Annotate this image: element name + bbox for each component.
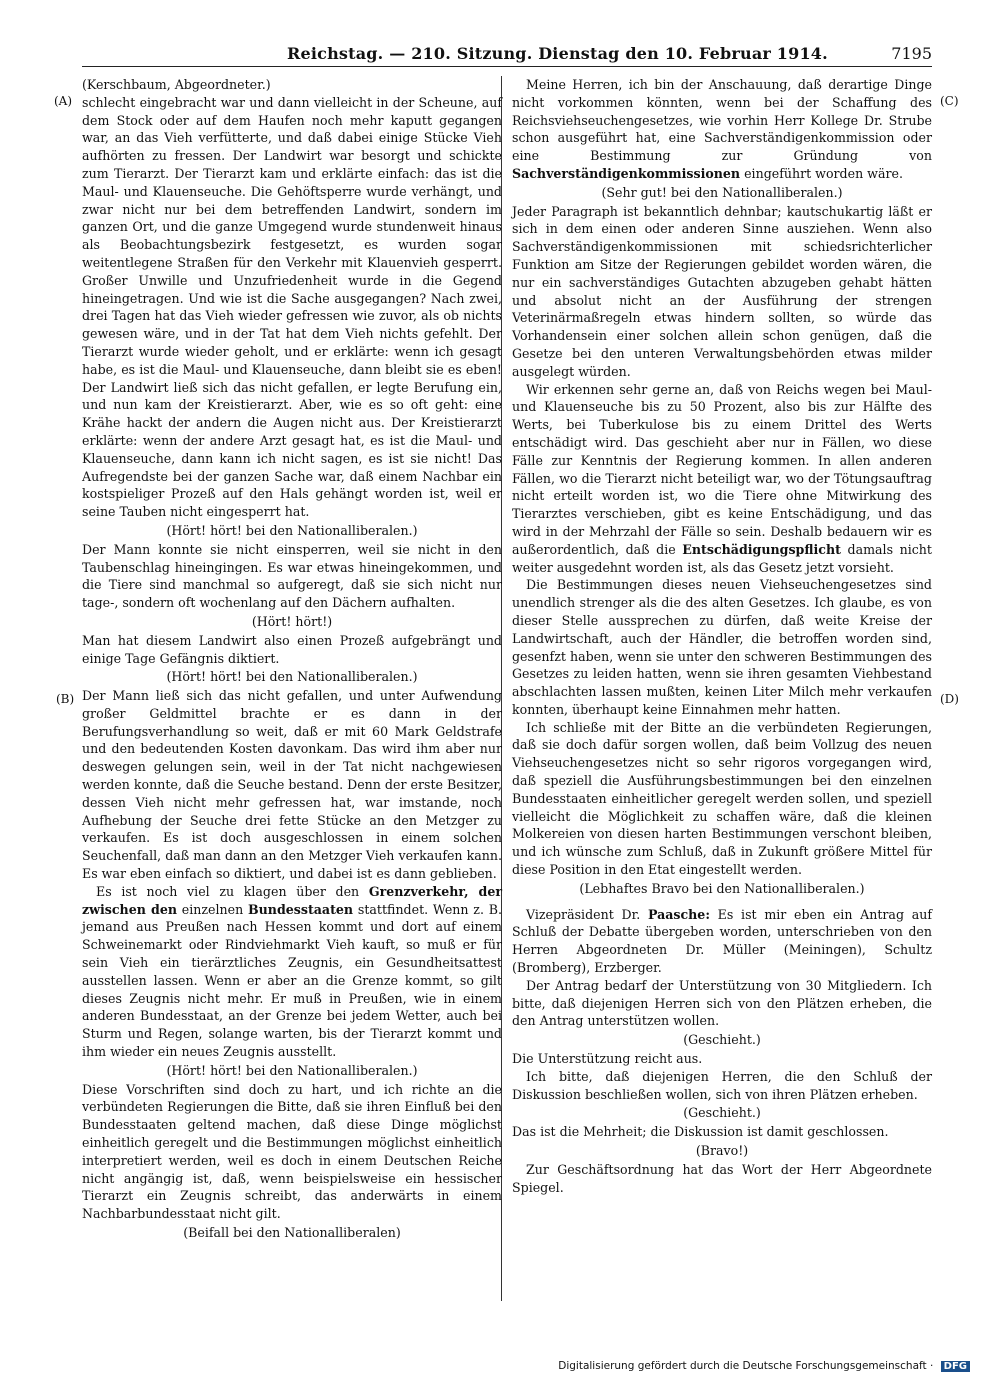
paragraph: Diese Vorschriften sind doch zu hart, und ich richte an die verbündeten Regierungen die Bitte, daß sie ihren Einfluß bei den Bundesstaaten geltend machen, daß diese Dinge möglichst einheitlich geregelt und die Bestimmungen möglichst einheitlich interpretiert werden, weil es doch in einem Deutschen Reiche nicht angängig ist, daß, wenn beispielsweise ein hessischer Tierarzt ein Zeugnis schreibt, das anderwärts in einem Nachbarbundesstaat nicht gilt. xyxy=(82,1081,502,1222)
margin-marker-c: (C) xyxy=(940,94,959,108)
interjection: (Geschieht.) xyxy=(683,1105,761,1121)
paragraph: Ich schließe mit der Bitte an die verbündeten Regierungen, daß sie doch dafür sorgen wollen, daß beim Vollzug des neuen Viehseuchengesetzes nicht so sehr rigoros vorgegangen wird, daß speziell die Ausführungsbestimmungen bei den einzelnen Bundesstaaten einheitlicher geregelt werden sollen, und speziell vielleicht die Möglichkeit zu schaffen wäre, daß die kleinen Molkereien von diesen harten Bestimmungen verschont bleiben, und ich wünsche zum Schluß, daß in Zukunft größere Mittel für diese Position in den Etat eingestellt werden. xyxy=(512,719,932,878)
left-column xyxy=(82,76,502,1243)
speaker-name: Paasche: xyxy=(647,906,710,922)
emphasis: Grenzverkehr, der zwischen den xyxy=(82,883,503,917)
page-header xyxy=(82,44,932,68)
footer-text: Digitalisierung gefördert durch die Deutsche Forschungsgemeinschaft · xyxy=(558,1360,934,1372)
paragraph: schlecht eingebracht war und dann vielleicht in der Scheune, auf dem Stock oder auf dem Haufen noch mehr kaputt gegangen war, an das Vieh verfütterte, und daß dabei einige Stücke Vieh aufhörten zu fressen. Der Landwirt war besorgt und schickte zum Tierarzt. Der Tierarzt kam und erklärte einfach: das ist die Maul- und Klauenseuche. Die Gehöftsperre wurde verhängt, und zwar nicht nur bei dem betreffenden Landwirt, sondern im ganzen Ort, und die ganze Umgegend wurde stundenweit hinaus als Beobachtungsbezirk festgesetzt, es wurden sogar weitentlegene Straßen für den Verkehr mit Klauenvieh gesperrt. Großer Unwille und Unzufriedenheit wurde in die Gegend hineingetragen. Und wie ist die Sache ausgegangen? Nach zwei, drei Tagen hat das Vieh wieder gefressen wie zuvor, als ob nichts gewesen wäre, und in der Tat hat dem Vieh nichts gefehlt. Der Tierarzt wurde wieder geholt, und er erklärte: wenn ich gesagt habe, es ist die Maul- und Klauenseuche, dann bleibt sie es eben! Der Landwirt ließ sich das nicht gefallen, er legte Berufung ein, und nun kam der Kreistierarzt. Aber, wie es so oft geht: eine Krähe hackt der andern die Augen nicht aus. Der Kreistierarzt erklärte: wenn der andere Arzt gesagt hat, es ist die Maul- und Klauenseuche, dann kann ich nicht sagen, es ist sie nicht! Das Aufregendste bei der ganzen Sache war, daß einem Nachbar ein kostspieliger Prozeß auf den Hals gehängt worden ist, weil er seine Tauben nicht eingesperrt hat. xyxy=(82,94,502,520)
dfg-logo: DFG xyxy=(941,1361,970,1372)
interjection: (Beifall bei den Nationalliberalen) xyxy=(183,1225,401,1240)
paragraph: Der Mann ließ sich das nicht gefallen, und unter Aufwendung großer Geldmittel brachte er es dann in der Berufungsverhandlung so weit, daß er mit 60 Mark Geldstrafe und den bedeutenden Kosten davonkam. Das wird ihm aber nur deswegen gelungen sein, weil in der Tat nicht nachgewiesen werden konnte, daß die Seuche bestand. Denn der erste Besitzer, dessen Vieh nicht mehr gefressen hat, war imstande, noch Aufhebung der Seuche drei fette Stücke an den Metzger zu verkaufen. Es ist doch ausgeschlossen in einem solchen Seuchenfall, daß man dann an den Metzger Vieh verkaufen kann. Es war eben einfach so diktiert, und dabei ist es dann geblieben. xyxy=(82,688,502,882)
interjection: (Lebhaftes Bravo bei den Nationalliberalen.) xyxy=(579,880,865,896)
paragraph: Meine Herren, ich bin der Anschauung, daß derartige Dinge nicht vorkommen könnten, wenn bei der Schaffung des Reichsviehseuchengesetzes, wie vorhin Herr Kollege Dr. Strube schon ausgeführt hat, eine Sachverständigenkommission oder eine Bestimmung zur Gründung von Sachverständigenkommissionen eingeführt worden wäre. xyxy=(512,77,932,181)
paragraph: Die Bestimmungen dieses neuen Viehseuchengesetzes sind unendlich strenger als die des alten Gesetzes. Ich glaube, es von dieser Stelle aussprechen zu dürfen, daß weite Kreise der Landwirtschaft, auch der Händler, die betroffen worden sind, gesenfzt haben, wenn sie unter den schweren Bestimmungen des Gesetzes zu leiden hatten, wenn sie ihren gesamten Viehbestand abschlachten lassen mußten, keinen Liter Milch mehr verkaufen konnten, überhaupt keine Einnahmen mehr hatten. xyxy=(512,577,932,717)
emphasis: Entschädigungspflicht xyxy=(682,541,841,557)
interjection: (Geschieht.) xyxy=(683,1032,761,1048)
margin-marker-a: (A) xyxy=(54,94,73,108)
paragraph: Zur Geschäftsordnung hat das Wort der Herr Abgeordnete Spiegel. xyxy=(512,1161,932,1195)
interjection: (Bravo!) xyxy=(695,1143,749,1159)
emphasis: Bundesstaaten xyxy=(248,901,354,917)
paragraph: Man hat diesem Landwirt also einen Prozeß aufgebrängt und einige Tage Gefängnis diktiert. xyxy=(82,632,502,666)
paragraph: Wir erkennen sehr gerne an, daß von Reichs wegen bei Maul- und Klauenseuche bis zu 50 Prozent, also bis zur Hälfte des Werts, bei Tuberkulose bis zu einem Drittel des Werts entschädigt wird. Das geschieht aber nur in Fällen, wo diese Fälle zur Kenntnis der Regierung kommen. In allen anderen Fällen, wo die Tierarzt nicht beteiligt war, wo der Tötungsauftrag nicht erteilt worden ist, wo die Tiere ohne Mitwirkung des Tierarztes verschieben, gibt es keine Entschädigung, und das wird in der Mehrzahl der Fälle so sein. Deshalb bedauern wir es außerordentlich, daß die Entschädigungspflicht damals nicht weiter ausgedehnt worden ist, als das Gesetz jetzt vorsieht. xyxy=(512,381,932,575)
interjection: (Hört! hört!) xyxy=(251,613,333,629)
right-column xyxy=(512,76,932,1196)
page-number: 7195 xyxy=(891,44,932,63)
margin-marker-d: (D) xyxy=(940,692,959,706)
interjection: (Sehr gut! bei den Nationalliberalen.) xyxy=(601,184,843,200)
running-title: Reichstag. — 210. Sitzung. Dienstag den 10. Februar 1914. xyxy=(287,44,828,63)
speaker-label: (Kerschbaum, Abgeordneter.) xyxy=(82,77,271,92)
paragraph: Ich bitte, daß diejenigen Herren, die den Schluß der Diskussion beschließen wollen, sich von ihren Plätzen erheben. xyxy=(512,1068,932,1102)
paragraph: Jeder Paragraph ist bekanntlich dehnbar; kautschukartig läßt er sich in dem einen oder anderen Sinne ausziehen. Wenn also Sachverständigenkommissionen mit schiedsrichterlicher Funktion am Sitze der Regierungen gebildet worden wären, die nur ein sachverständiges Gutachten abzugeben gehabt hätten und absolut nicht an der Ausführung der strengen Veterinärmaßregeln etwas hindern sollten, so würde das Vorhandensein einer solchen allein schon genügen, daß die Gesetze bei den unteren Verwaltungsbehörden etwas milder ausgelegt würden. xyxy=(512,203,932,379)
margin-marker-b: (B) xyxy=(56,692,75,706)
paragraph: Vizepräsident Dr. Paasche: Es ist mir eben ein Antrag auf Schluß der Debatte übergeben worden, unterschrieben von den Herren Abgeordneten Dr. Müller (Meiningen), Schultz (Bromberg), Erzberger. xyxy=(512,906,933,976)
interjection: (Hört! hört! bei den Nationalliberalen.) xyxy=(166,1062,418,1078)
footer-credit xyxy=(558,1360,970,1372)
interjection: (Hört! hört! bei den Nationalliberalen.) xyxy=(166,669,418,685)
interjection: (Hört! hört! bei den Nationalliberalen.) xyxy=(166,522,418,538)
header-rule xyxy=(82,66,932,67)
paragraph: Die Unterstützung reicht aus. xyxy=(512,1051,703,1067)
paragraph: Der Mann konnte sie nicht einsperren, weil sie nicht in den Taubenschlag hineingingen. Es war etwas hineingekommen, und die Tiere sind manchmal so aufgeregt, daß sie sich nicht nur tage-, sondern oft wochenlang auf den Dächern aufhalten. xyxy=(82,541,502,611)
paragraph: Das ist die Mehrheit; die Diskussion ist damit geschlossen. xyxy=(512,1124,889,1140)
paragraph: Der Antrag bedarf der Unterstützung von 30 Mitgliedern. Ich bitte, daß diejenigen Herren sich von den Plätzen erheben, die den Antrag unterstützen wollen. xyxy=(512,977,932,1029)
paragraph: Es ist noch viel zu klagen über den Grenzverkehr, der zwischen den einzelnen Bundesstaaten stattfindet. Wenn z. B. jemand aus Preußen nach Hessen kommt und dort auf einem Schweinemarkt oder Rindviehmarkt Vieh kauft, so muß er für sein Vieh ein tierärztliches Zeugnis, ein Gesundheitsattest ausstellen lassen. Wenn er aber an die Grenze kommt, so gilt dieses Zeugnis nicht mehr. Er muß in Preußen, wie in einem anderen Bundesstaat, an der Grenze bei jedem Wetter, auch bei Sturm und Regen, solange warten, bis der Tierarzt kommt und ihm wieder ein neues Zeugnis ausstellt. xyxy=(82,883,503,1060)
emphasis: Sachverständigenkommissionen xyxy=(512,165,741,181)
